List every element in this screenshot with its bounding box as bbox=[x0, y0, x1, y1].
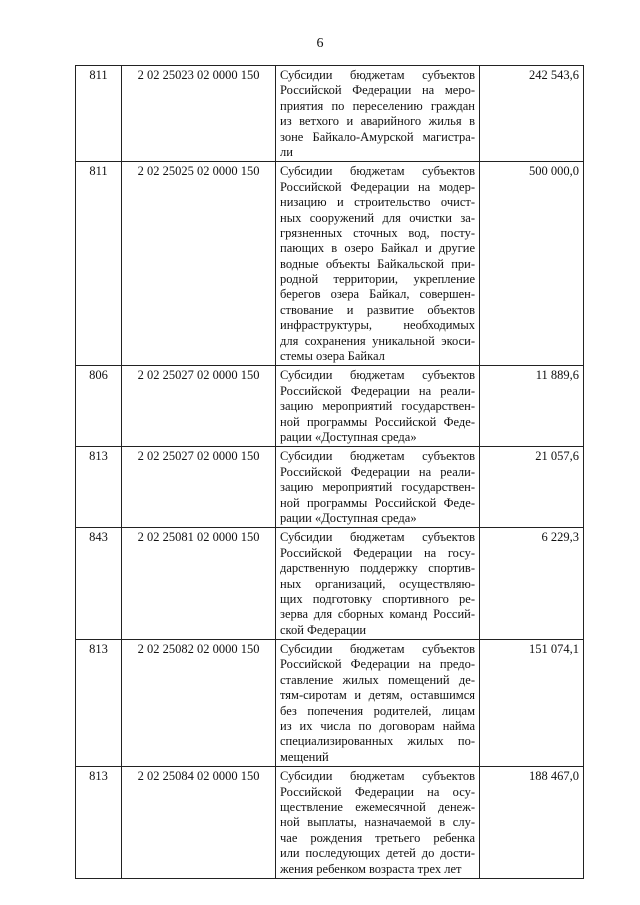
revenue-name-line: для сохранения уникальной экоси- bbox=[280, 333, 475, 348]
budget-classification-code-cell: 2 02 25025 02 0000 150 bbox=[122, 162, 276, 366]
revenue-name-line: зацию мероприятий государствен- bbox=[280, 480, 475, 495]
table-row bbox=[76, 162, 584, 366]
table-row bbox=[76, 366, 584, 447]
revenue-name-line: ной программы Российской Феде- bbox=[280, 414, 475, 429]
revenue-name-line: жения ребенком возраста трех лет bbox=[280, 861, 462, 876]
revenue-name-line: ной программы Российской Феде- bbox=[280, 495, 475, 510]
revenue-name-line: мещений bbox=[280, 749, 329, 764]
revenue-name-line: рации «Доступная среда» bbox=[280, 510, 417, 525]
revenue-name-line: чае рождения третьего ребенка bbox=[280, 830, 475, 845]
revenue-name-line: Субсидии бюджетам субъектов bbox=[280, 769, 475, 784]
admin-code-cell: 806 bbox=[76, 366, 122, 447]
revenue-name-line: Российской Федерации на модер- bbox=[280, 179, 475, 194]
revenue-name-cell bbox=[276, 66, 480, 162]
revenue-name-line: Субсидии бюджетам субъектов bbox=[280, 642, 475, 657]
revenue-name-line: из их числа по договорам найма bbox=[280, 719, 475, 734]
revenue-name-line: Субсидии бюджетам субъектов bbox=[280, 368, 475, 383]
revenue-name-line: или последующих детей до дости- bbox=[280, 846, 475, 861]
amount-cell: 21 057,6 bbox=[480, 447, 584, 528]
admin-code-cell: 813 bbox=[76, 640, 122, 767]
revenue-name-line: стемы озера Байкал bbox=[280, 349, 385, 364]
revenue-name-line: специализированных жилых по- bbox=[280, 734, 475, 749]
admin-code-cell: 811 bbox=[76, 162, 122, 366]
table-row bbox=[76, 447, 584, 528]
table-row bbox=[76, 767, 584, 879]
revenue-name-line: Субсидии бюджетам субъектов bbox=[280, 530, 475, 545]
revenue-name-cell bbox=[276, 366, 480, 447]
revenue-name-line: из ветхого и аварийного жилья в bbox=[280, 114, 475, 129]
revenue-name-line: ствование и развитие объектов bbox=[280, 302, 475, 317]
table-row bbox=[76, 640, 584, 767]
revenue-name-line: Российской Федерации на реали- bbox=[280, 464, 475, 479]
revenue-name-line: берегов озера Байкал, совершен- bbox=[280, 287, 475, 302]
revenue-name-line: Российской Федерации на предо- bbox=[280, 657, 475, 672]
revenue-name-line: ной выплаты, назначаемой в слу- bbox=[280, 815, 475, 830]
revenue-name-line: Российской Федерации на реали- bbox=[280, 383, 475, 398]
table-row bbox=[76, 528, 584, 640]
amount-cell: 242 543,6 bbox=[480, 66, 584, 162]
page-number: 6 bbox=[316, 36, 324, 51]
revenue-name-line: ществление ежемесячной денеж- bbox=[280, 799, 475, 814]
revenue-name-line: щих подготовку спортивного ре- bbox=[280, 591, 475, 606]
revenue-name-line: дарственную поддержку спортив- bbox=[280, 561, 475, 576]
revenue-name-line: низацию и строительство очист- bbox=[280, 195, 475, 210]
revenue-name-line: Российской Федерации на осу- bbox=[280, 784, 475, 799]
revenue-name-line: Российской Федерации на меро- bbox=[280, 83, 475, 98]
budget-table bbox=[75, 65, 584, 879]
budget-classification-code-cell: 2 02 25023 02 0000 150 bbox=[122, 66, 276, 162]
revenue-name-line: Субсидии бюджетам субъектов bbox=[280, 449, 475, 464]
admin-code-cell: 813 bbox=[76, 447, 122, 528]
revenue-name-line: зерва для сборных команд Россий- bbox=[280, 607, 475, 622]
revenue-name-line: приятия по переселению граждан bbox=[280, 98, 475, 113]
table-body bbox=[76, 66, 584, 879]
revenue-name-line: ли bbox=[280, 144, 293, 159]
admin-code-cell: 843 bbox=[76, 528, 122, 640]
amount-cell: 11 889,6 bbox=[480, 366, 584, 447]
amount-cell: 151 074,1 bbox=[480, 640, 584, 767]
amount-cell: 188 467,0 bbox=[480, 767, 584, 879]
revenue-name-line: ных сооружений для очистки за- bbox=[280, 210, 475, 225]
revenue-name-cell bbox=[276, 528, 480, 640]
amount-cell: 6 229,3 bbox=[480, 528, 584, 640]
budget-classification-code-cell: 2 02 25027 02 0000 150 bbox=[122, 366, 276, 447]
revenue-name-line: Субсидии бюджетам субъектов bbox=[280, 68, 475, 82]
revenue-name-cell bbox=[276, 447, 480, 528]
revenue-name-line: родной территории, укрепление bbox=[280, 272, 475, 287]
revenue-name-cell bbox=[276, 162, 480, 366]
revenue-name-line: ных организаций, осуществляю- bbox=[280, 576, 475, 591]
revenue-name-line: пающих в озеро Байкал и другие bbox=[280, 241, 475, 256]
revenue-name-line: тям-сиротам и детям, оставшимся bbox=[280, 688, 475, 703]
revenue-name-line: Субсидии бюджетам субъектов bbox=[280, 164, 475, 179]
revenue-name-line: зацию мероприятий государствен- bbox=[280, 399, 475, 414]
revenue-name-cell bbox=[276, 640, 480, 767]
budget-classification-code-cell: 2 02 25027 02 0000 150 bbox=[122, 447, 276, 528]
revenue-name-line: инфраструктуры, необходимых bbox=[280, 318, 475, 333]
revenue-name-line: зоне Байкало-Амурской магистра- bbox=[280, 129, 475, 144]
revenue-name-line: ской Федерации bbox=[280, 622, 367, 637]
revenue-name-line: рации «Доступная среда» bbox=[280, 429, 417, 444]
revenue-name-line: ставление жилых помещений де- bbox=[280, 672, 475, 687]
admin-code-cell: 813 bbox=[76, 767, 122, 879]
revenue-name-line: без попечения родителей, лицам bbox=[280, 703, 475, 718]
revenue-name-line: грязненных сточных вод, посту- bbox=[280, 225, 475, 240]
revenue-name-line: водные объекты Байкальской при- bbox=[280, 256, 475, 271]
revenue-name-line: Российской Федерации на госу- bbox=[280, 545, 475, 560]
table-row bbox=[76, 66, 584, 162]
budget-classification-code-cell: 2 02 25081 02 0000 150 bbox=[122, 528, 276, 640]
budget-classification-code-cell: 2 02 25082 02 0000 150 bbox=[122, 640, 276, 767]
revenue-name-cell bbox=[276, 767, 480, 879]
budget-classification-code-cell: 2 02 25084 02 0000 150 bbox=[122, 767, 276, 879]
amount-cell: 500 000,0 bbox=[480, 162, 584, 366]
admin-code-cell: 811 bbox=[76, 66, 122, 162]
